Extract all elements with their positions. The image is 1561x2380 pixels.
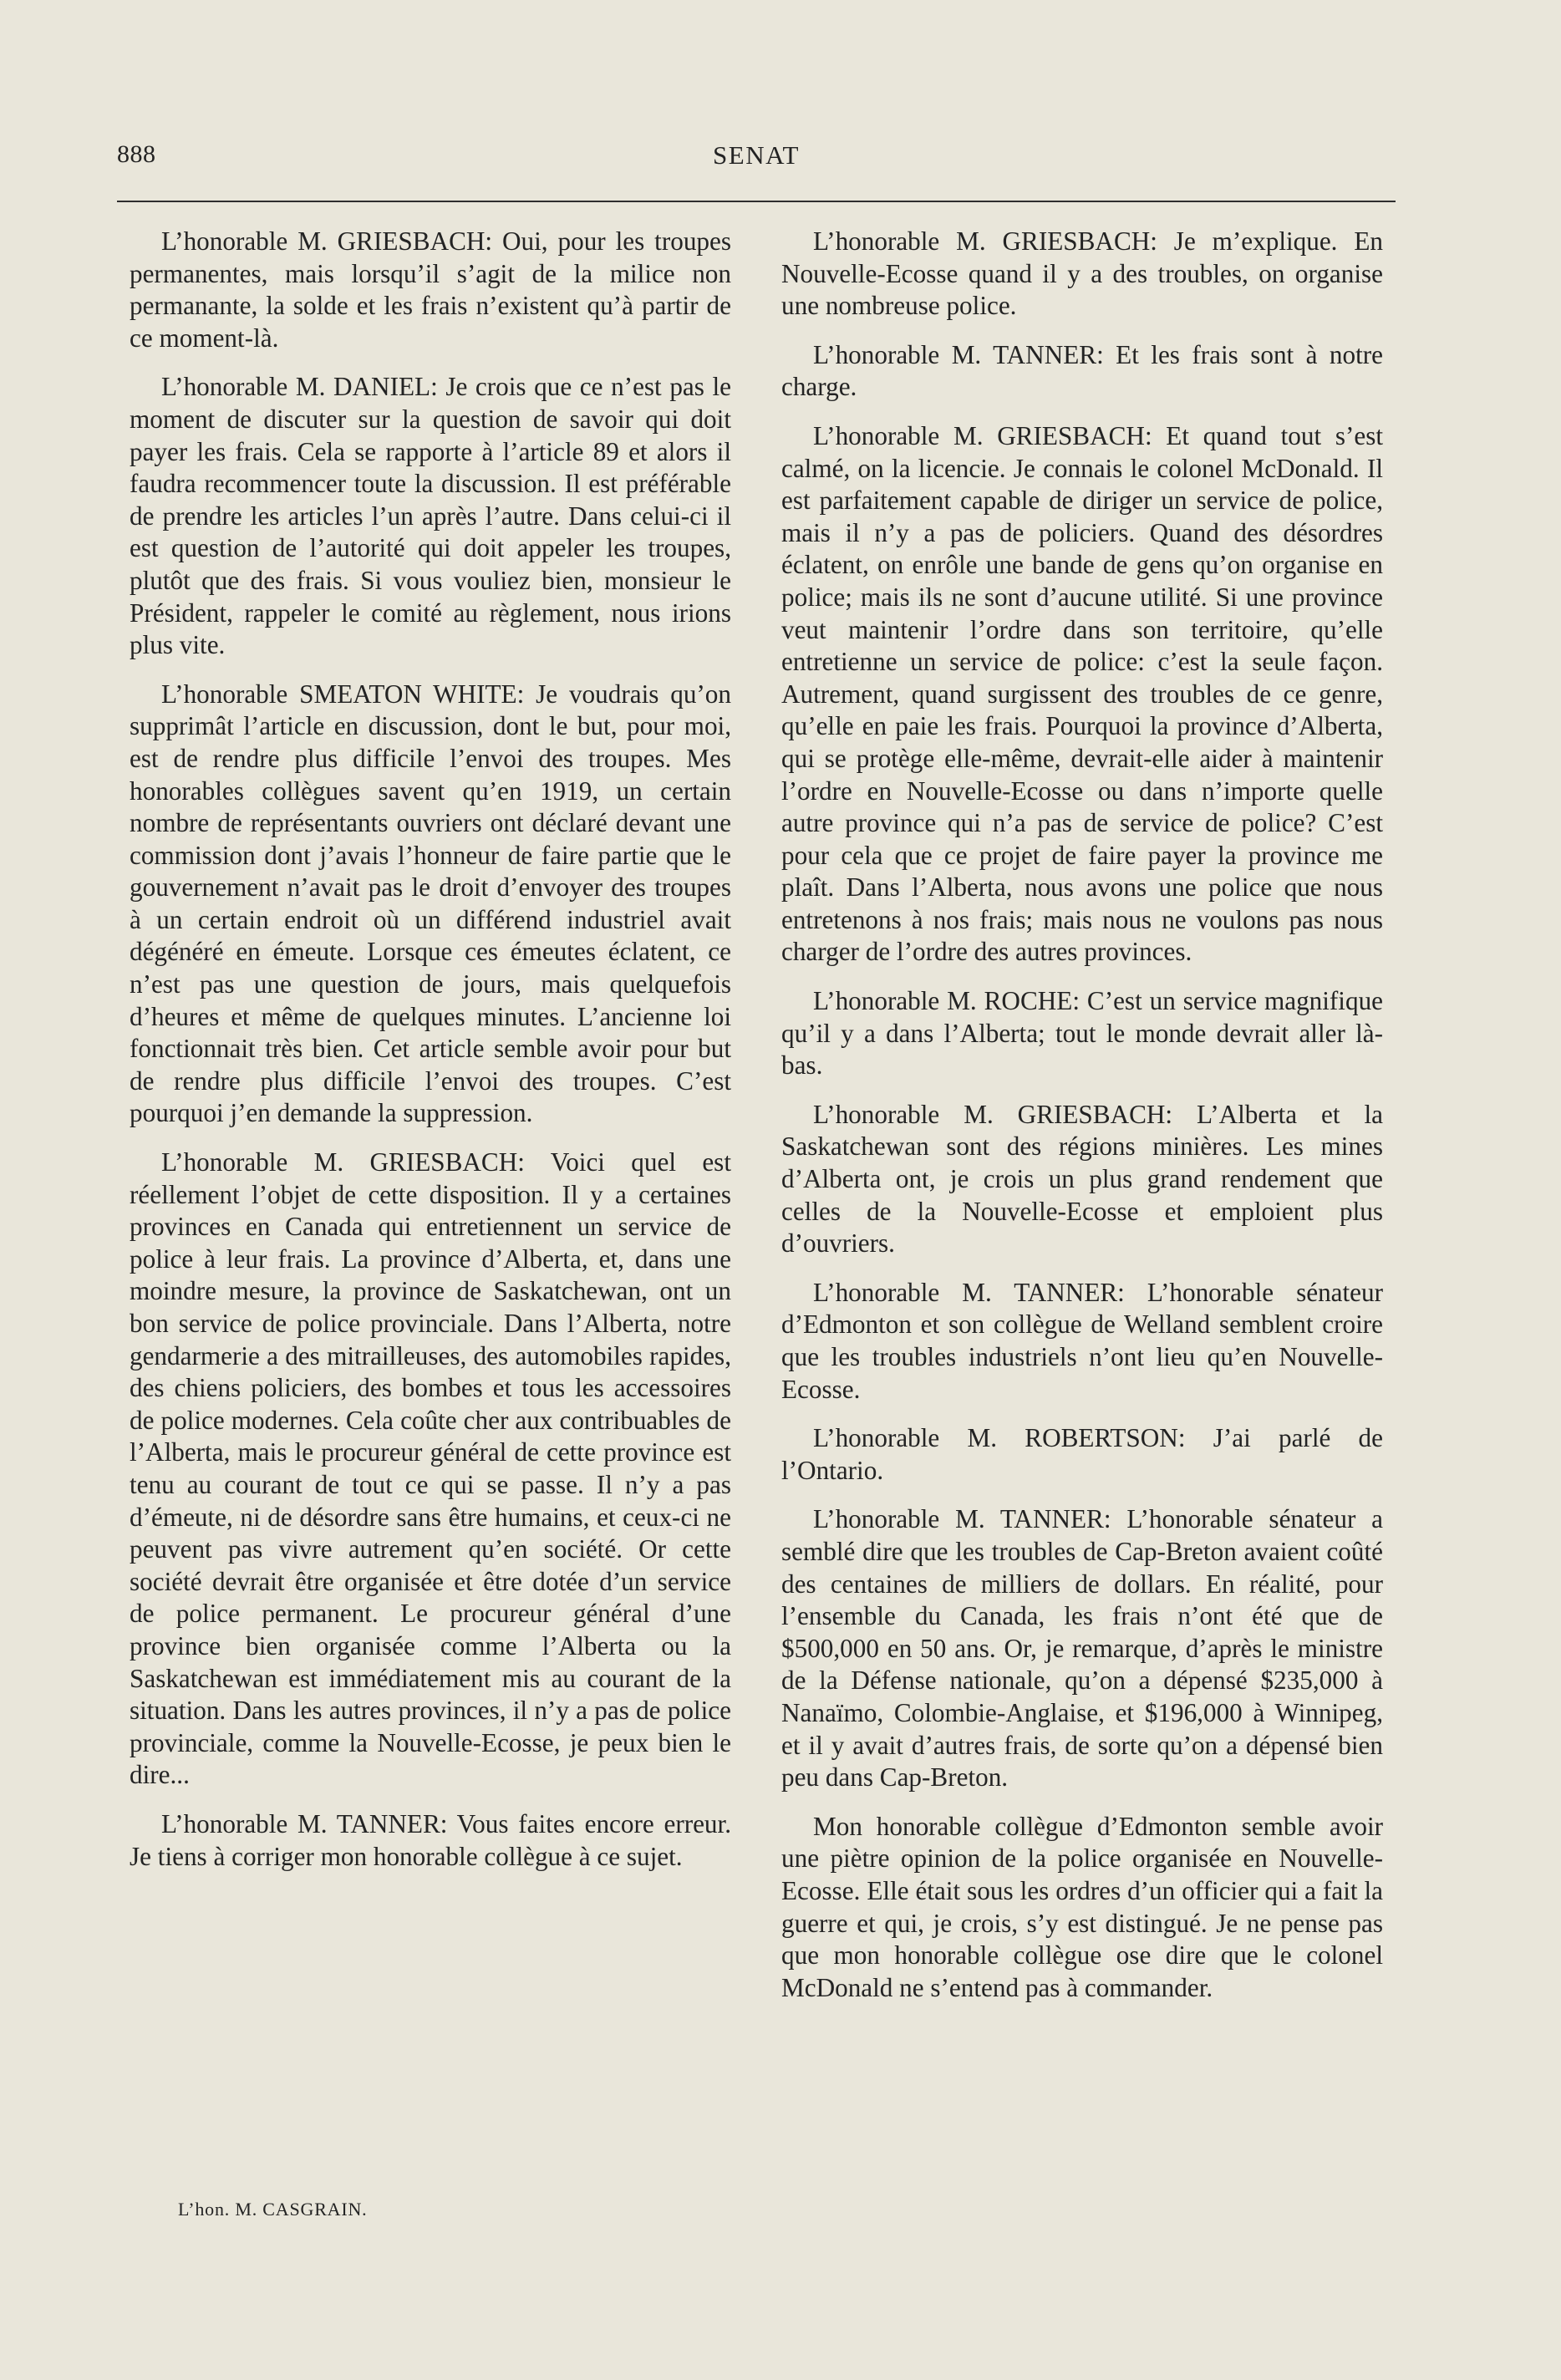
page-header [117,140,1396,191]
paragraph: L’honorable M. TANNER: L’honorable sénateur d’Edmonton et son collègue de Welland semblent croire que les troubles industriels n’ont lieu qu’en Nouvelle-Ecosse. [781,1277,1383,1404]
paragraph: L’honorable SMEATON WHITE: Je voudrais qu’on supprimât l’article en discussion, dont le but, pour moi, est de rendre plus difficile l’envoi des troupes. Mes honorables collègues savent qu’en 1919, un certain nombre de représentants ouvriers ont déclaré devant une commission dont j’avais l’honneur de faire partie que le gouvernement n’avait pas le droit d’envoyer des troupes à un certain endroit où un différend industriel avait dégénéré en émeute. Lorsque ces émeutes éclatent, ce n’est pas une question de jours, mais quelquefois d’heures et même de quelques minutes. L’ancienne loi fonctionnait très bien. Cet article semble avoir pour but de rendre plus difficile l’envoi des troupes. C’est pourquoi j’en demande la suppression. [130,679,731,1128]
header-rule [117,201,1396,202]
paragraph: L’honorable M. GRIESBACH: L’Alberta et la Saskatchewan sont des régions minières. Les mines d’Alberta ont, je crois un plus grand rendement que celles de la Nouvelle-Ecosse et emploient plus d’ouvriers. [781,1099,1383,1259]
paragraph: L’honorable M. ROCHE: C’est un service magnifique qu’il y a dans l’Alberta; tout le monde devrait aller là-bas. [781,986,1383,1081]
right-column [781,226,1383,2021]
paragraph: L’honorable M. GRIESBACH: Oui, pour les troupes permanentes, mais lorsqu’il s’agit de la milice non permanante, la solde et les frais n’existent qu’à partir de ce moment-là. [130,226,731,353]
left-column [130,226,731,1889]
paragraph: L’honorable M. TANNER: Et les frais sont à notre charge. [781,339,1383,402]
page-number: 888 [117,140,156,168]
paragraph: L’honorable M. GRIESBACH: Voici quel est réellement l’objet de cette disposition. Il y a certaines provinces en Canada qui entretiennent un service de police à leur frais. La province d’Alberta, et, dans une moindre mesure, la province de Saskatchewan, ont un bon service de police provinciale. Dans l’Alberta, notre gendarmerie a des mitrailleuses, des automobiles rapides, des chiens policiers, des bombes et tous les accessoires de police modernes. Cela coûte cher aux contribuables de l’Alberta, mais le procureur général de cette province est tenu au courant de tout ce qui se passe. Il n’y a pas d’émeute, ni de désordre sans être humains, et ceux-ci ne peuvent pas vivre autrement qu’en société. Or cette société devrait être organisée et être dotée d’un service de police permanent. Le procureur général d’une province bien organisée comme l’Alberta ou la Saskatchewan est immédiatement mis au courant de la situation. Dans les autres provinces, il n’y a pas de police provinciale, comme la Nouvelle-Ecosse, je peux bien le dire... [130,1147,731,1790]
paragraph: L’honorable M. TANNER: L’honorable sénateur a semblé dire que les troubles de Cap-Breton avaient coûté des centaines de milliers de dollars. En réalité, pour l’ensemble du Canada, les frais n’ont été que de $500,000 en 50 ans. Or, je remarque, d’après le ministre de la Défense nationale, qu’on a dépensé $235,000 à Nanaïmo, Colombie-Anglaise, et $196,000 à Winnipeg, et il y avait d’autres frais, de sorte qu’on a dépensé bien peu dans Cap-Breton. [781,1504,1383,1793]
paragraph: L’honorable M. DANIEL: Je crois que ce n’est pas le moment de discuter sur la question de savoir qui doit payer les frais. Cela se rapporte à l’article 89 et alors il faudra recommencer toute la discussion. Il est préférable de prendre les articles l’un après l’autre. Dans celui-ci il est question de l’autorité qui doit appeler les troupes, plutôt que des frais. Si vous vouliez bien, monsieur le Président, rappeler le comité au règlement, nous irions plus vite. [130,372,731,660]
paragraph: L’honorable M. GRIESBACH: Je m’explique. En Nouvelle-Ecosse quand il y a des troubles, on organise une nombreuse police. [781,226,1383,321]
paragraph: Mon honorable collègue d’Edmonton semble avoir une piètre opinion de la police organisée en Nouvelle-Ecosse. Elle était sous les ordres d’un officier qui a fait la guerre et qui, je crois, s’y est distingué. Je ne pense pas que mon honorable collègue ose dire que le colonel McDonald ne s’entend pas à commander. [781,1811,1383,2002]
running-title: SENAT [713,140,800,170]
paragraph: L’honorable M. ROBERTSON: J’ai parlé de l’Ontario. [781,1423,1383,1485]
footer-catchword: L’hon. M. CASGRAIN. [178,2199,368,2220]
paragraph: L’honorable M. GRIESBACH: Et quand tout s’est calmé, on la licencie. Je connais le colonel McDonald. Il est parfaitement capable de diriger un service de police, mais il n’y a pas de policiers. Quand des désordres éclatent, on enrôle une bande de gens qu’on organise en police; mais ils ne sont d’aucune utilité. Si une province veut maintenir l’ordre dans son territoire, qu’elle entretienne un service de police: c’est la seule façon. Autrement, quand surgissent des troubles de ce genre, qu’elle en paie les frais. Pourquoi la province d’Alberta, qui se protège elle-même, devrait-elle aider à maintenir l’ordre en Nouvelle-Ecosse ou dans n’importe quelle autre province qui n’a pas de service de police? C’est pour cela que ce projet de faire payer la province me plaît. Dans l’Alberta, nous avons une police que nous entretenons à nos frais; mais nous ne voulons pas nous charger de l’ordre des autres provinces. [781,420,1383,967]
paragraph: L’honorable M. TANNER: Vous faites encore erreur. Je tiens à corriger mon honorable collègue à ce sujet. [130,1808,731,1871]
